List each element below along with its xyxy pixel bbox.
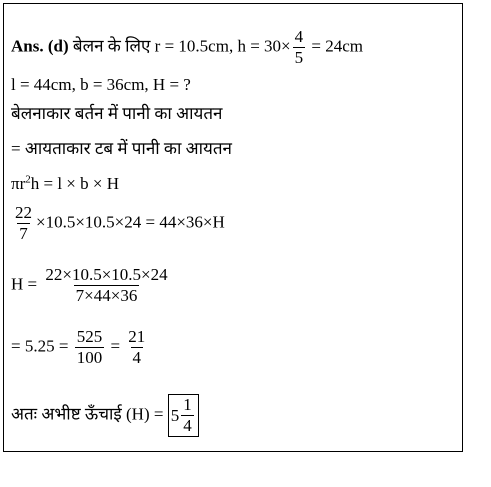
fraction-21-4 [126, 328, 147, 367]
line-formula [11, 175, 119, 192]
h-fraction [293, 28, 306, 67]
line-h-value [11, 328, 149, 367]
line-substitution [11, 204, 225, 243]
final-numerator: 1 [183, 395, 192, 414]
fraction-525-denominator: 100 [76, 347, 103, 367]
formula-exponent: 2 [25, 173, 31, 186]
answer-label: Ans. (d) [11, 36, 69, 56]
h-main-denominator: 7×44×36 [75, 285, 138, 305]
cylinder-given-text: बेलन के लिए r = 10.5cm, h = [68, 36, 265, 56]
final-answer-box [168, 394, 199, 437]
h-result: = 24cm [307, 36, 363, 56]
h-fraction-denominator: 5 [294, 47, 304, 67]
line-ans [11, 28, 363, 67]
h-label: H = [11, 274, 42, 294]
h-expression: 30× [264, 36, 291, 56]
line-tub-volume: = आयताकार टब में पानी का आयतन [11, 139, 232, 158]
formula-pi-r: πr [11, 174, 26, 193]
final-answer-text: अतः अभीष्ट ऊँचाई (H) = [11, 404, 168, 424]
fraction-21-denominator: 4 [132, 347, 142, 367]
line-final-answer [11, 394, 199, 437]
pi-denominator: 7 [19, 223, 28, 243]
formula-rest: h = l × b × H [30, 174, 120, 193]
pi-numerator: 22 [15, 203, 32, 222]
line-h-formula [11, 266, 172, 305]
fraction-525-100 [75, 328, 105, 367]
line-cylinder-volume: बेलनाकार बर्तन में पानी का आयतन [11, 104, 223, 123]
line-dimensions: l = 44cm, b = 36cm, H = ? [11, 75, 191, 94]
h-decimal: = 5.25 = [11, 336, 73, 356]
equals-sign: = [106, 336, 125, 356]
h-fraction-numerator: 4 [294, 27, 304, 46]
fraction-525-numerator: 525 [76, 327, 103, 346]
pi-fraction [13, 204, 34, 243]
final-fraction [181, 396, 194, 435]
substitution-rest: ×10.5×10.5×24 = 44×36×H [36, 212, 225, 232]
fraction-21-numerator: 21 [128, 327, 146, 346]
final-whole: 5 [170, 405, 180, 425]
solution-box [3, 3, 463, 452]
final-denominator: 4 [183, 415, 192, 435]
h-main-numerator: 22×10.5×10.5×24 [45, 265, 168, 284]
h-main-fraction [43, 266, 169, 305]
